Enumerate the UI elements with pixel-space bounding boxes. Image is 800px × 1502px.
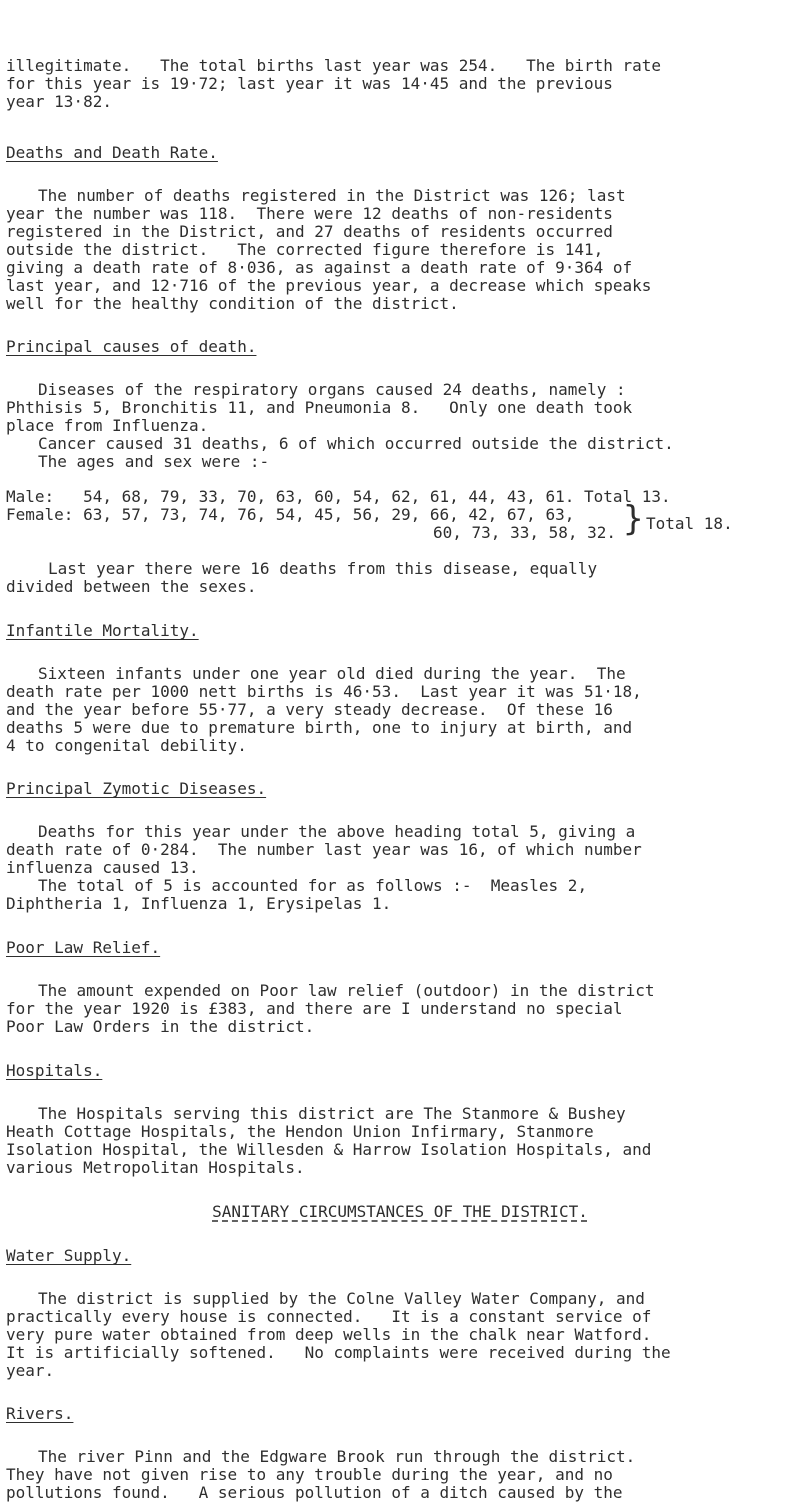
section-heading-hospitals: Hospitals.	[6, 1061, 103, 1080]
hospitals-line-2: Heath Cottage Hospitals, the Hendon Union Infirmary, Stanmore	[6, 1122, 594, 1141]
section-heading-rivers: Rivers.	[6, 1404, 74, 1423]
causes-line-2: Phthisis 5, Bronchitis 11, and Pneumonia 8. Only one death took	[6, 398, 633, 417]
causes-after-line-2: divided between the sexes.	[6, 577, 257, 596]
female-ages-row-2: 60, 73, 33, 58, 32.	[433, 523, 617, 542]
section-heading-deaths: Deaths and Death Rate.	[6, 143, 218, 162]
deaths-line-2: year the number was 118. There were 12 deaths of non-residents	[6, 204, 613, 223]
zymotic-line-5: Diphtheria 1, Influenza 1, Erysipelas 1.	[6, 894, 392, 913]
section-heading-zymotic: Principal Zymotic Diseases.	[6, 779, 267, 798]
hospitals-line-1: The Hospitals serving this district are The Stanmore & Bushey	[38, 1104, 626, 1123]
rivers-line-3: pollutions found. A serious pollution of a ditch caused by the	[6, 1483, 623, 1502]
poor-law-line-2: for the year 1920 is £383, and there are I understand no special	[6, 999, 623, 1018]
poor-law-line-1: The amount expended on Poor law relief (outdoor) in the district	[38, 981, 655, 1000]
water-line-3: very pure water obtained from deep wells in the chalk near Watford.	[6, 1325, 652, 1344]
section-heading-water: Water Supply.	[6, 1246, 132, 1265]
infantile-line-2: death rate per 1000 nett births is 46·53. Last year it was 51·18,	[6, 682, 642, 701]
hospitals-line-4: various Metropolitan Hospitals.	[6, 1158, 305, 1177]
deaths-line-6: last year, and 12·716 of the previous year, a decrease which speaks	[6, 276, 652, 295]
zymotic-line-3: influenza caused 13.	[6, 858, 199, 877]
female-total: Total 18.	[646, 514, 733, 533]
deaths-line-7: well for the healthy condition of the district.	[6, 294, 459, 313]
sanitary-circumstances-heading: SANITARY CIRCUMSTANCES OF THE DISTRICT.	[212, 1202, 588, 1221]
water-line-2: practically every house is connected. It is a constant service of	[6, 1307, 652, 1326]
section-heading-poor-law: Poor Law Relief.	[6, 938, 161, 957]
deaths-line-5: giving a death rate of 8·036, as against a death rate of 9·364 of	[6, 258, 633, 277]
zymotic-line-2: death rate of 0·284. The number last year was 16, of which number	[6, 840, 642, 859]
infantile-line-3: and the year before 55·77, a very steady decrease. Of these 16	[6, 700, 613, 719]
causes-line-3: place from Influenza.	[6, 416, 209, 435]
male-ages-row: Male: 54, 68, 79, 33, 70, 63, 60, 54, 62, 61, 44, 43, 61. Total 13.	[6, 487, 671, 506]
poor-law-line-3: Poor Law Orders in the district.	[6, 1017, 315, 1036]
water-line-1: The district is supplied by the Colne Valley Water Company, and	[38, 1289, 645, 1308]
section-heading-causes: Principal causes of death.	[6, 337, 257, 356]
water-line-5: year.	[6, 1361, 55, 1380]
deaths-line-3: registered in the District, and 27 deaths of residents occurred	[6, 222, 613, 241]
causes-line-5: The ages and sex were :-	[38, 452, 270, 471]
rivers-line-2: They have not given rise to any trouble during the year, and no	[6, 1465, 613, 1484]
causes-line-1: Diseases of the respiratory organs caused 24 deaths, namely :	[38, 380, 626, 399]
water-line-4: It is artificially softened. No complaints were received during the	[6, 1343, 671, 1362]
infantile-line-4: deaths 5 were due to premature birth, one to injury at birth, and	[6, 718, 633, 737]
opening-line-2: for this year is 19·72; last year it was 14·45 and the previous	[6, 74, 613, 93]
female-brace: }	[623, 499, 644, 539]
infantile-line-5: 4 to congenital debility.	[6, 736, 247, 755]
infantile-line-1: Sixteen infants under one year old died during the year. The	[38, 664, 626, 683]
causes-line-4: Cancer caused 31 deaths, 6 of which occurred outside the district.	[38, 434, 674, 453]
zymotic-line-1: Deaths for this year under the above heading total 5, giving a	[38, 822, 636, 841]
section-heading-infantile: Infantile Mortality.	[6, 621, 199, 640]
causes-after-line-1: Last year there were 16 deaths from this disease, equally	[48, 559, 598, 578]
zymotic-line-4: The total of 5 is accounted for as follows :- Measles 2,	[38, 876, 588, 895]
opening-line-3: year 13·82.	[6, 92, 112, 111]
hospitals-line-3: Isolation Hospital, the Willesden & Harrow Isolation Hospitals, and	[6, 1140, 652, 1159]
rivers-line-1: The river Pinn and the Edgware Brook run through the district.	[38, 1447, 636, 1466]
deaths-line-4: outside the district. The corrected figure therefore is 141,	[6, 240, 604, 259]
female-ages-row-1: Female: 63, 57, 73, 74, 76, 54, 45, 56, 29, 66, 42, 67, 63,	[6, 505, 575, 524]
deaths-line-1: The number of deaths registered in the District was 126; last	[38, 186, 626, 205]
opening-line-1: illegitimate. The total births last year was 254. The birth rate	[6, 56, 662, 75]
